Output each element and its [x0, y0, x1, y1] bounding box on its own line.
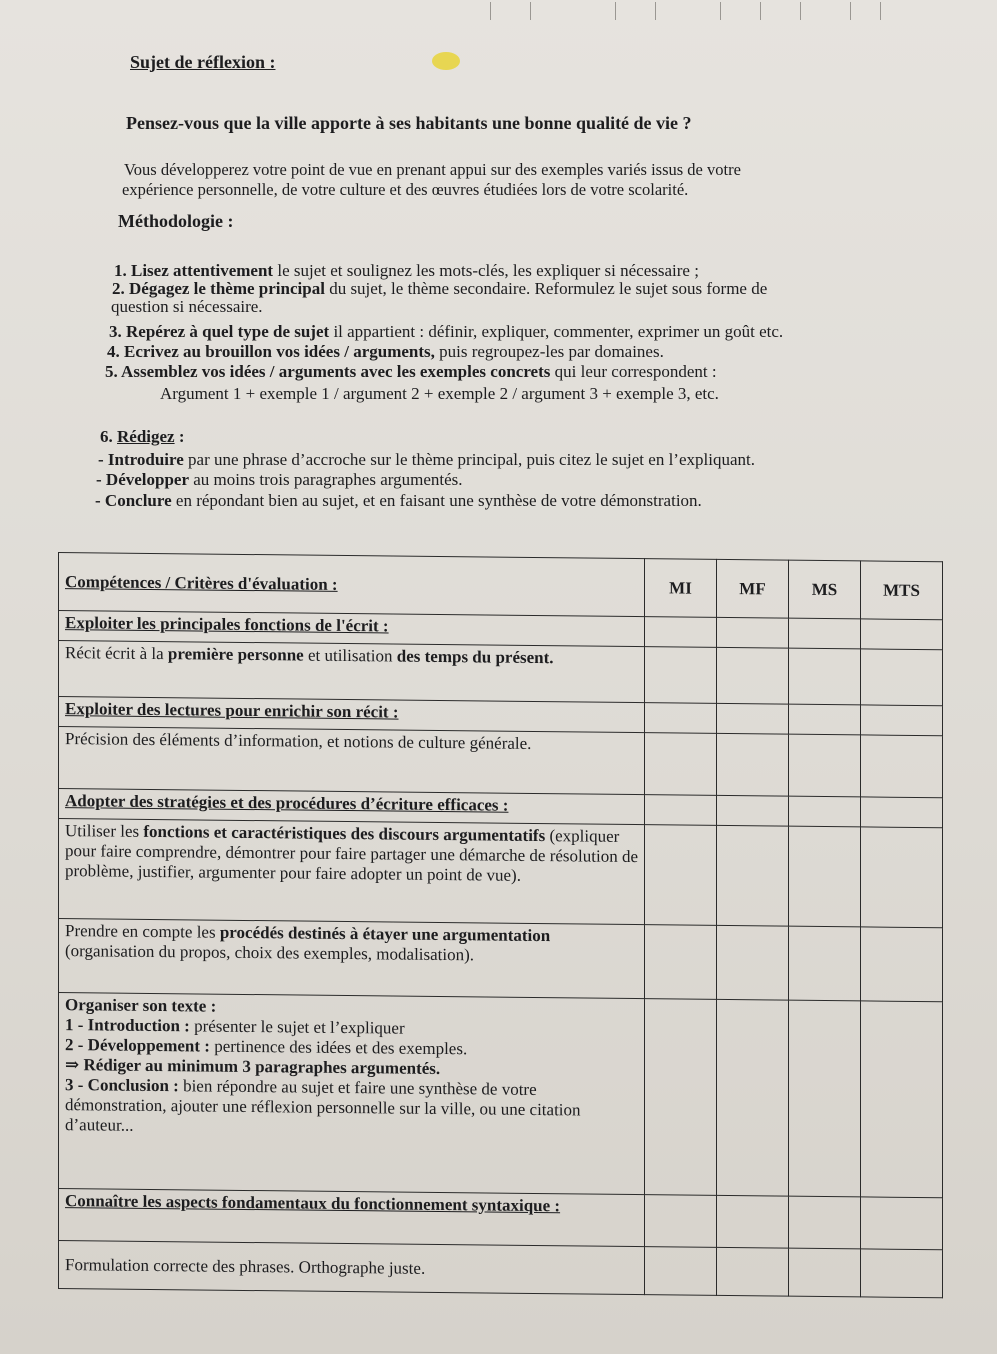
score-cell[interactable] — [789, 1000, 861, 1197]
score-cell[interactable] — [861, 649, 943, 706]
section-row — [59, 1189, 943, 1250]
criterion-text: Prendre en compte les procédés destinés à étayer une argumentation (organisation du propos, choix des exemples, modalisation). — [59, 919, 645, 999]
score-cell[interactable] — [789, 618, 861, 649]
score-cell[interactable] — [645, 1195, 717, 1248]
highlighter-mark — [432, 52, 460, 70]
method-step-2-line-2: question si nécessaire. — [111, 297, 263, 316]
level-mts: MTS — [861, 561, 943, 620]
criterion-text: Récit écrit à la première personne et utilisation des temps du présent. — [59, 641, 645, 703]
score-cell[interactable] — [645, 733, 717, 796]
level-mf: MF — [717, 559, 789, 618]
method-step-2: 2. Dégagez le thème principal du sujet, le thème secondaire. Reformulez le sujet sous forme de — [112, 279, 768, 298]
criterion-text: Formulation correcte des phrases. Orthographe juste. — [59, 1241, 645, 1295]
criterion-text: Précision des éléments d’information, et notions de culture générale. — [59, 727, 645, 795]
instructions-line-1: Vous développerez votre point de vue en prenant appui sur des exemples variés issus de votre — [124, 160, 741, 179]
score-cell[interactable] — [645, 703, 717, 734]
score-cell[interactable] — [861, 619, 943, 650]
score-cell[interactable] — [861, 1197, 943, 1250]
subject-heading: Sujet de réflexion : — [130, 52, 276, 72]
method-step-5-line-2: Argument 1 + exemple 1 / argument 2 + exemple 2 / argument 3 + exemple 3, etc. — [160, 384, 719, 403]
methodology-heading: Méthodologie : — [118, 211, 234, 231]
score-cell[interactable] — [789, 704, 861, 735]
score-cell[interactable] — [861, 797, 943, 828]
score-cell[interactable] — [717, 617, 789, 648]
section-title: Exploiter des lectures pour enrichir son récit : — [59, 697, 645, 733]
method-step-4: 4. Ecrivez au brouillon vos idées / arguments, puis regroupez-les par domaines. — [107, 342, 664, 361]
score-cell[interactable] — [645, 617, 717, 648]
score-cell[interactable] — [645, 795, 717, 826]
score-cell[interactable] — [861, 705, 943, 736]
score-cell[interactable] — [789, 796, 861, 827]
criterion-row — [59, 819, 943, 928]
section-title: Exploiter les principales fonctions de l'écrit : — [59, 611, 645, 647]
score-cell[interactable] — [861, 1249, 943, 1298]
score-cell[interactable] — [645, 647, 717, 704]
method-step-3: 3. Repérez à quel type de sujet il appartient : définir, expliquer, commenter, exprimer un goût etc. — [109, 322, 784, 341]
instructions-line-2: expérience personnelle, de votre culture et des œuvres étudiées lors de votre scolarité. — [122, 180, 689, 199]
top-edge-marks — [380, 0, 980, 22]
criterion-row — [59, 727, 943, 798]
write-bullet-conclude: - Conclure en répondant bien au sujet, et en faisant une synthèse de votre démonstration. — [95, 491, 702, 510]
organize-title: Organiser son texte : — [65, 995, 217, 1016]
score-cell[interactable] — [645, 925, 717, 1000]
score-cell[interactable] — [717, 703, 789, 734]
score-cell[interactable] — [717, 733, 789, 796]
write-bullet-introduce: - Introduire par une phrase d’accroche sur le thème principal, puis citez le sujet en l’expliquant. — [98, 450, 755, 469]
score-cell[interactable] — [717, 825, 789, 926]
organize-development: 2 - Développement : pertinence des idées et des exemples. — [65, 1035, 468, 1059]
section-title: Adopter des stratégies et des procédures d’écriture efficaces : — [59, 789, 645, 825]
score-cell[interactable] — [861, 927, 943, 1002]
method-step-6: 6. Rédigez : — [100, 427, 185, 446]
grid-header-title: Compétences / Critères d'évaluation : — [59, 553, 645, 617]
criterion-row — [59, 919, 943, 1002]
criterion-row — [59, 993, 943, 1198]
score-cell[interactable] — [861, 735, 943, 798]
score-cell[interactable] — [789, 648, 861, 705]
criterion-text: Utiliser les fonctions et caractéristiques des discours argumentatifs (expliquer pour faire comprendre, démontrer pour faire partager une démarche de résolution de problème, justifier, argumenter pour faire adopter un point de vue). — [59, 819, 645, 925]
score-cell[interactable] — [717, 647, 789, 704]
subject-question: Pensez-vous que la ville apporte à ses habitants une bonne qualité de vie ? — [126, 113, 692, 133]
section-title: Connaître les aspects fondamentaux du fonctionnement syntaxique : — [59, 1189, 645, 1247]
write-bullet-develop: - Développer au moins trois paragraphes argumentés. — [96, 470, 463, 489]
score-cell[interactable] — [861, 1001, 943, 1198]
score-cell[interactable] — [861, 827, 943, 928]
score-cell[interactable] — [789, 734, 861, 797]
score-cell[interactable] — [717, 795, 789, 826]
score-cell[interactable] — [789, 926, 861, 1001]
criterion-row — [59, 1241, 943, 1298]
score-cell[interactable] — [645, 999, 717, 1196]
organize-paragraphs: ⇒ Rédiger au minimum 3 paragraphes argumentés. — [65, 1055, 441, 1079]
score-cell[interactable] — [717, 1195, 789, 1248]
organize-conclusion: 3 - Conclusion : bien répondre au sujet et faire une synthèse de votre démonstration, ajouter une réflexion personnelle sur la ville, ou une citation d’auteur... — [65, 1075, 581, 1135]
organize-intro: 1 - Introduction : présenter le sujet et l’expliquer — [65, 1015, 405, 1038]
grid-header-row — [59, 553, 943, 620]
level-ms: MS — [789, 560, 861, 619]
score-cell[interactable] — [717, 999, 789, 1196]
score-cell[interactable] — [717, 925, 789, 1000]
level-mi: MI — [645, 559, 717, 618]
criterion-text — [59, 993, 645, 1195]
score-cell[interactable] — [789, 1196, 861, 1249]
criterion-row — [59, 641, 943, 706]
score-cell[interactable] — [789, 1248, 861, 1297]
score-cell[interactable] — [717, 1247, 789, 1296]
evaluation-grid — [58, 552, 943, 1298]
method-step-1: 1. Lisez attentivement le sujet et soulignez les mots-clés, les expliquer si nécessaire ; — [114, 261, 699, 280]
method-step-5: 5. Assemblez vos idées / arguments avec les exemples concrets qui leur correspondent : — [105, 362, 717, 381]
score-cell[interactable] — [645, 825, 717, 926]
score-cell[interactable] — [645, 1247, 717, 1296]
score-cell[interactable] — [789, 826, 861, 927]
